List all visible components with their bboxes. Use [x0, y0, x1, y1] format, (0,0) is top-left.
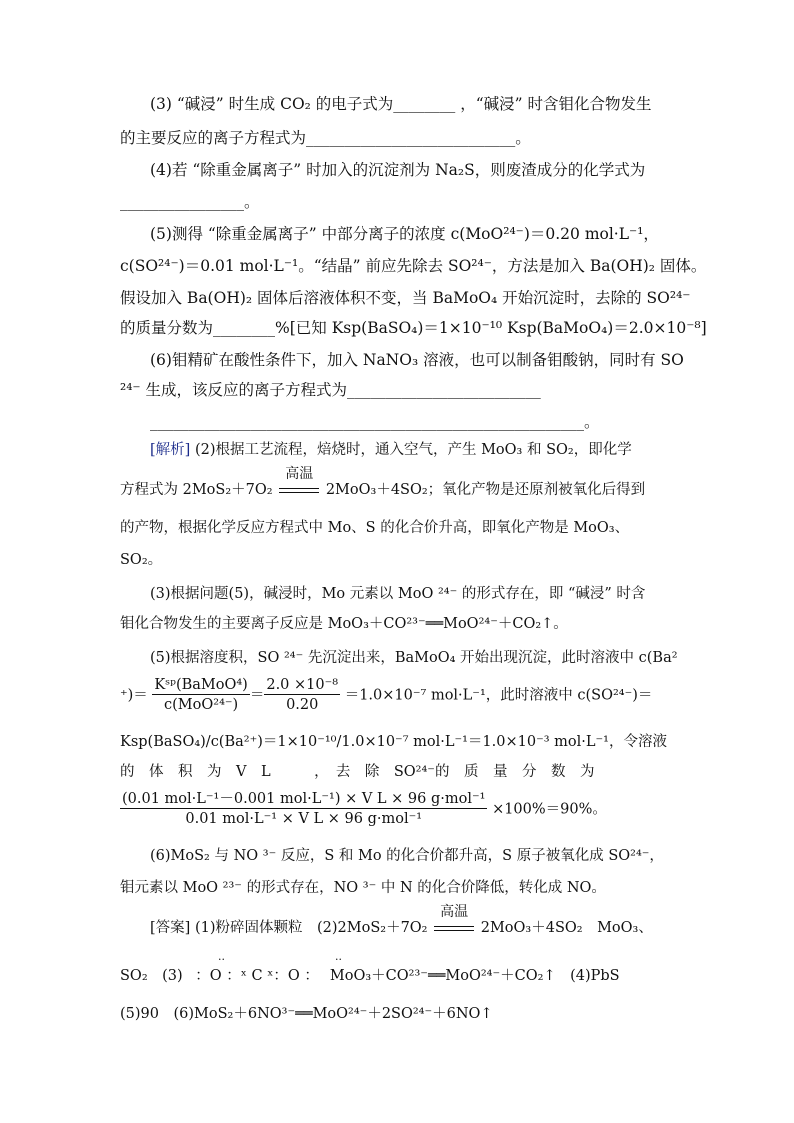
ksp-ratio-numerator: Kˢᵖ(BaMoO⁴): [154, 677, 248, 693]
analysis-p2-line-4: SO₂。: [120, 552, 163, 568]
answer-line-2: [120, 966, 620, 986]
analysis-p2-line-3: 的产物，根据化学反应方程式中 Mo、S 的化合价升高，即氧化产物是 MoO₃、: [120, 520, 630, 536]
analysis-p5-line-4: 的 体 积 为 V L ， 去 除 SO²⁴⁻的 质 量 分 数 为: [120, 764, 595, 780]
analysis-p3-line-1: (3)根据问题(5)，碱浸时，Mo 元素以 MoO ²⁴⁻ 的形式存在，即 “碱浸” 时含: [150, 586, 646, 602]
analysis-p2-eq-left: 方程式为 2MoS₂＋7O₂: [120, 482, 273, 498]
analysis-p2-line-2: [120, 466, 646, 500]
analysis-p2-line-1: [150, 440, 632, 460]
analysis-p6-line-2: 钼元素以 MoO ²³⁻ 的形式存在，NO ³⁻ 中 N 的化合价降低，转化成 NO。: [120, 880, 606, 896]
q3-line-1: (3) “碱浸” 时生成 CO₂ 的电子式为________ ，“碱浸” 时含钼化合物发生: [150, 95, 652, 113]
q3-line-2: 的主要反应的离子方程式为___________________________。: [120, 129, 531, 147]
value-ratio-fraction: [264, 676, 340, 715]
value-ratio-numerator: 2.0 ×10⁻⁸: [266, 677, 339, 693]
analysis-p2-eq-right: 2MoO₃＋4SO₂；氧化产物是还原剂被氧化后得到: [325, 482, 646, 498]
analysis-p5-frac-tail: ＝1.0×10⁻⁷ mol·L⁻¹，此时溶液中 c(SO²⁴⁻)＝: [344, 687, 653, 704]
ksp-ratio-fraction: [152, 676, 249, 715]
answer-line-2-left: SO₂ (3): [120, 968, 183, 984]
answer-line-1: [150, 904, 653, 938]
mass-fraction-denominator: 0.01 mol·L⁻¹ × V L × 96 g·mol⁻¹: [185, 811, 423, 827]
q6-line-1: (6)钼精矿在酸性条件下，加入 NaNO₃ 溶液，也可以制备钼酸钠，同时有 SO: [150, 351, 684, 369]
value-ratio-denominator: 0.20: [286, 697, 319, 713]
mass-fraction-tail: ×100%＝90%。: [492, 801, 607, 818]
reaction-condition-label: 高温: [285, 466, 314, 482]
answer-line-1-right: 2MoO₃＋4SO₂ MoO₃、: [480, 920, 653, 936]
analysis-p5-mass-fraction-line: [120, 790, 607, 829]
q6-line-2: ²⁴⁻ 生成，该反应的离子方程式为_________________________: [120, 381, 541, 399]
q4-line-1: (4)若 “除重金属离子” 时加入的沉淀剂为 Na₂S，则废渣成分的化学式为: [150, 161, 646, 179]
analysis-p3-line-2: 钼化合物发生的主要离子反应是 MoO₃＋CO²³⁻══MoO²⁴⁻＋CO₂↑。: [120, 616, 568, 632]
answer-line-1-left: (1)粉碎固体颗粒 (2)2MoS₂＋7O₂: [194, 920, 428, 936]
q4-line-2: ________________。: [120, 193, 260, 211]
co2-lewis-structure: ：O ：ˣ C ˣ：O ：: [195, 968, 319, 984]
equals-arrow-icon: [279, 488, 319, 493]
answer-reaction-condition-arrow: [432, 904, 476, 938]
answer-line-2-right: MoO₃＋CO²³⁻══MoO²⁴⁻＋CO₂↑ (4)PbS: [329, 968, 620, 984]
q5-line-3: 假设加入 Ba(OH)₂ 固体后溶液体积不变，当 BaMoO₄ 开始沉淀时，去除的 SO²⁴⁻: [120, 289, 691, 307]
answer-reaction-condition-label: 高温: [440, 904, 469, 920]
analysis-p5-line-3: Ksp(BaSO₄)/c(Ba²⁺)＝1×10⁻¹⁰/1.0×10⁻⁷ mol·L⁻¹＝1.0×10⁻³ mol·L⁻¹，令溶液: [120, 734, 667, 750]
q6-line-3: ________________________________________________________。: [150, 413, 600, 431]
answer-equals-arrow-icon: [434, 926, 474, 931]
answer-line-3: (5)90 (6)MoS₂＋6NO³⁻══MoO²⁴⁻＋2SO²⁴⁻＋6NO↑: [120, 1006, 493, 1022]
q5-line-4: 的质量分数为________%[已知 Ksp(BaSO₄)＝1×10⁻¹⁰ Ksp(BaMoO₄)＝2.0×10⁻⁸]: [120, 319, 707, 337]
q5-line-1: (5)测得 “除重金属离子” 中部分离子的浓度 c(MoO²⁴⁻)＝0.20 mol·L⁻¹，: [150, 225, 659, 243]
analysis-p5-fraction-line: ⁺)＝ $\frac{\text{Kˢᵖ(BaMoO⁴)}}{\text{c(MoO²⁴⁻)}}$ ＝ $\frac{\text{2.0 ×10⁻⁸}}{0.20}$ ＝1.0×10⁻⁷ mol·L⁻¹，此时溶液中 c(SO²⁴⁻)＝: [120, 677, 653, 713]
reaction-condition-arrow: [277, 466, 321, 500]
analysis-tag: [解析]: [150, 442, 191, 458]
lewis-dots-icon: ·· ··: [218, 953, 342, 966]
mass-fraction: [120, 790, 487, 829]
mass-fraction-numerator: (0.01 mol·L⁻¹－0.001 mol·L⁻¹) × V L × 96 g·mol⁻¹: [122, 791, 486, 807]
analysis-p6-line-1: (6)MoS₂ 与 NO ³⁻ 反应，S 和 Mo 的化合价都升高，S 原子被氧化成 SO²⁴⁻，: [150, 848, 664, 864]
q5-line-2: c(SO²⁴⁻)＝0.01 mol·L⁻¹。“结晶” 前应先除去 SO²⁴⁻，方法是加入 Ba(OH)₂ 固体。: [120, 257, 707, 275]
answer-tag: [答案]: [150, 920, 191, 936]
analysis-p5-frac-pre: ⁺)＝: [120, 687, 148, 704]
analysis-p5-line-1: (5)根据溶度积，SO ²⁴⁻ 先沉淀出来，BaMoO₄ 开始出现沉淀，此时溶液中 c(Ba²: [150, 650, 678, 666]
analysis-p2-text-1: (2)根据工艺流程，焙烧时，通入空气，产生 MoO₃ 和 SO₂，即化学: [194, 442, 632, 458]
ksp-ratio-denominator: c(MoO²⁴⁻): [164, 697, 239, 713]
